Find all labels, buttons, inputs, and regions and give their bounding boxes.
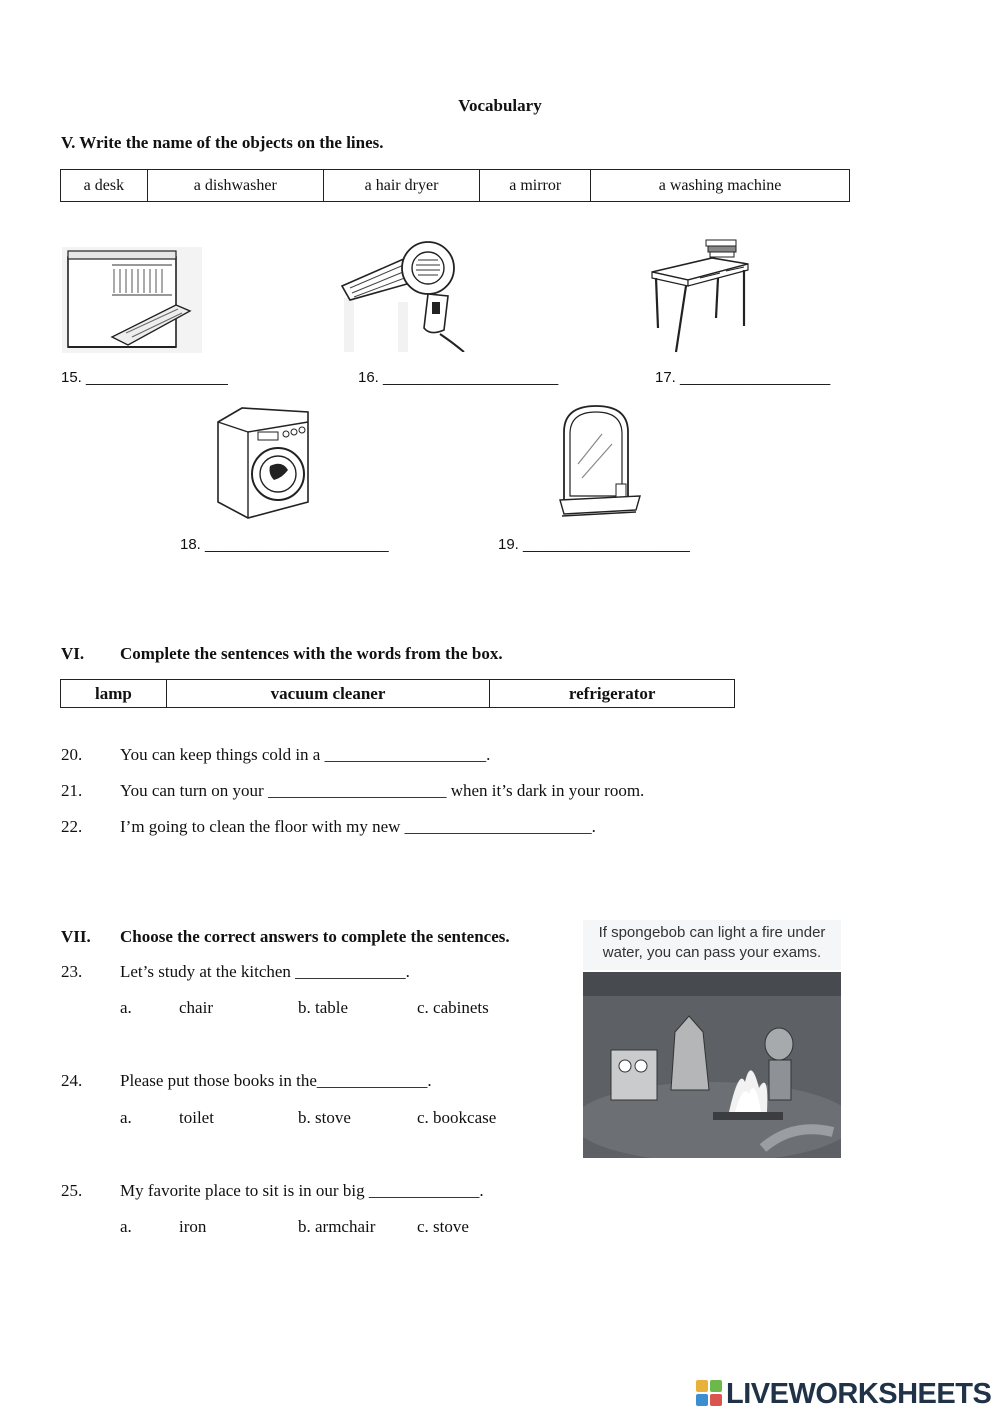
question-text[interactable]: Please put those books in the_____________.: [120, 1071, 432, 1090]
desk-icon: [648, 238, 752, 354]
spongebob-meme-image: [583, 920, 841, 1158]
liveworksheets-logo-text: LIVEWORKSHEETS: [726, 1377, 992, 1410]
option-b[interactable]: b. stove: [298, 1108, 351, 1127]
option-b[interactable]: b. table: [298, 998, 349, 1017]
option-a[interactable]: chair: [179, 998, 213, 1017]
question-text[interactable]: Let’s study at the kitchen _____________.: [120, 962, 410, 981]
question-20: [0, 745, 1000, 767]
section-7-heading-text: Choose the correct answers to complete the sentences.: [120, 927, 510, 946]
option-a[interactable]: iron: [179, 1217, 207, 1236]
mirror-icon: [558, 404, 644, 522]
section-6-heading-text: Complete the sentences with the words from the box.: [120, 644, 503, 663]
question-text[interactable]: You can keep things cold in a ___________________.: [120, 745, 491, 764]
word-box-section-6: [60, 679, 735, 708]
answer-line-15[interactable]: 15. _________________: [61, 369, 228, 386]
word-box-section-5: [60, 169, 850, 202]
hair-dryer-icon: [340, 238, 470, 352]
washing-machine-icon: [212, 404, 312, 520]
answer-line-19[interactable]: 19. ____________________: [498, 536, 690, 553]
question-text[interactable]: You can turn on your _____________________ when it’s dark in your room.: [120, 781, 645, 800]
word-box-cell: a hair dryer: [323, 170, 479, 202]
options-25: [0, 1217, 580, 1239]
word-box-cell: a desk: [61, 170, 148, 202]
campfire-scene-icon: [583, 972, 841, 1158]
question-number: 24.: [61, 1071, 83, 1090]
option-b[interactable]: b. armchair: [298, 1217, 376, 1236]
option-c[interactable]: c. bookcase: [417, 1108, 497, 1127]
question-21: [0, 781, 1000, 803]
word-box-cell: vacuum cleaner: [166, 680, 490, 708]
question-24: [0, 1071, 580, 1093]
word-box-cell: refrigerator: [490, 680, 735, 708]
meme-caption: If spongebob can light a fire under water, you can pass your exams.: [583, 920, 841, 970]
question-25: [0, 1181, 580, 1203]
liveworksheets-logo: [696, 1376, 991, 1412]
question-number: 23.: [61, 962, 83, 981]
section-7-number: VII.: [61, 927, 91, 946]
page-title: Vocabulary: [458, 96, 542, 115]
option-letter: a.: [120, 1108, 132, 1127]
question-text[interactable]: I’m going to clean the floor with my new ______________________.: [120, 817, 596, 836]
question-number: 22.: [61, 817, 83, 836]
answer-line-18[interactable]: 18. ______________________: [180, 536, 389, 553]
word-box-cell: lamp: [61, 680, 167, 708]
option-c[interactable]: c. stove: [417, 1217, 469, 1236]
section-5-heading: V. Write the name of the objects on the lines.: [61, 133, 384, 152]
section-6-number: VI.: [61, 644, 85, 663]
options-24: [0, 1108, 580, 1130]
question-number: 25.: [61, 1181, 83, 1200]
option-letter: a.: [120, 1217, 132, 1236]
question-23: [0, 962, 580, 984]
question-number: 20.: [61, 745, 83, 764]
option-a[interactable]: toilet: [179, 1108, 214, 1127]
answer-line-17[interactable]: 17. __________________: [655, 369, 831, 386]
section-6-heading: [0, 644, 1000, 666]
liveworksheets-logo-icon: [696, 1380, 722, 1408]
word-box-cell: a mirror: [480, 170, 591, 202]
option-letter: a.: [120, 998, 132, 1017]
word-box-cell: a washing machine: [591, 170, 850, 202]
question-22: [0, 817, 1000, 839]
options-23: [0, 998, 580, 1020]
option-c[interactable]: c. cabinets: [417, 998, 489, 1017]
answer-line-16[interactable]: 16. _____________________: [358, 369, 559, 386]
question-text[interactable]: My favorite place to sit is in our big _____________.: [120, 1181, 484, 1200]
dishwasher-icon: [62, 247, 202, 353]
word-box-cell: a dishwasher: [147, 170, 323, 202]
section-7-heading: [0, 927, 580, 949]
question-number: 21.: [61, 781, 83, 800]
